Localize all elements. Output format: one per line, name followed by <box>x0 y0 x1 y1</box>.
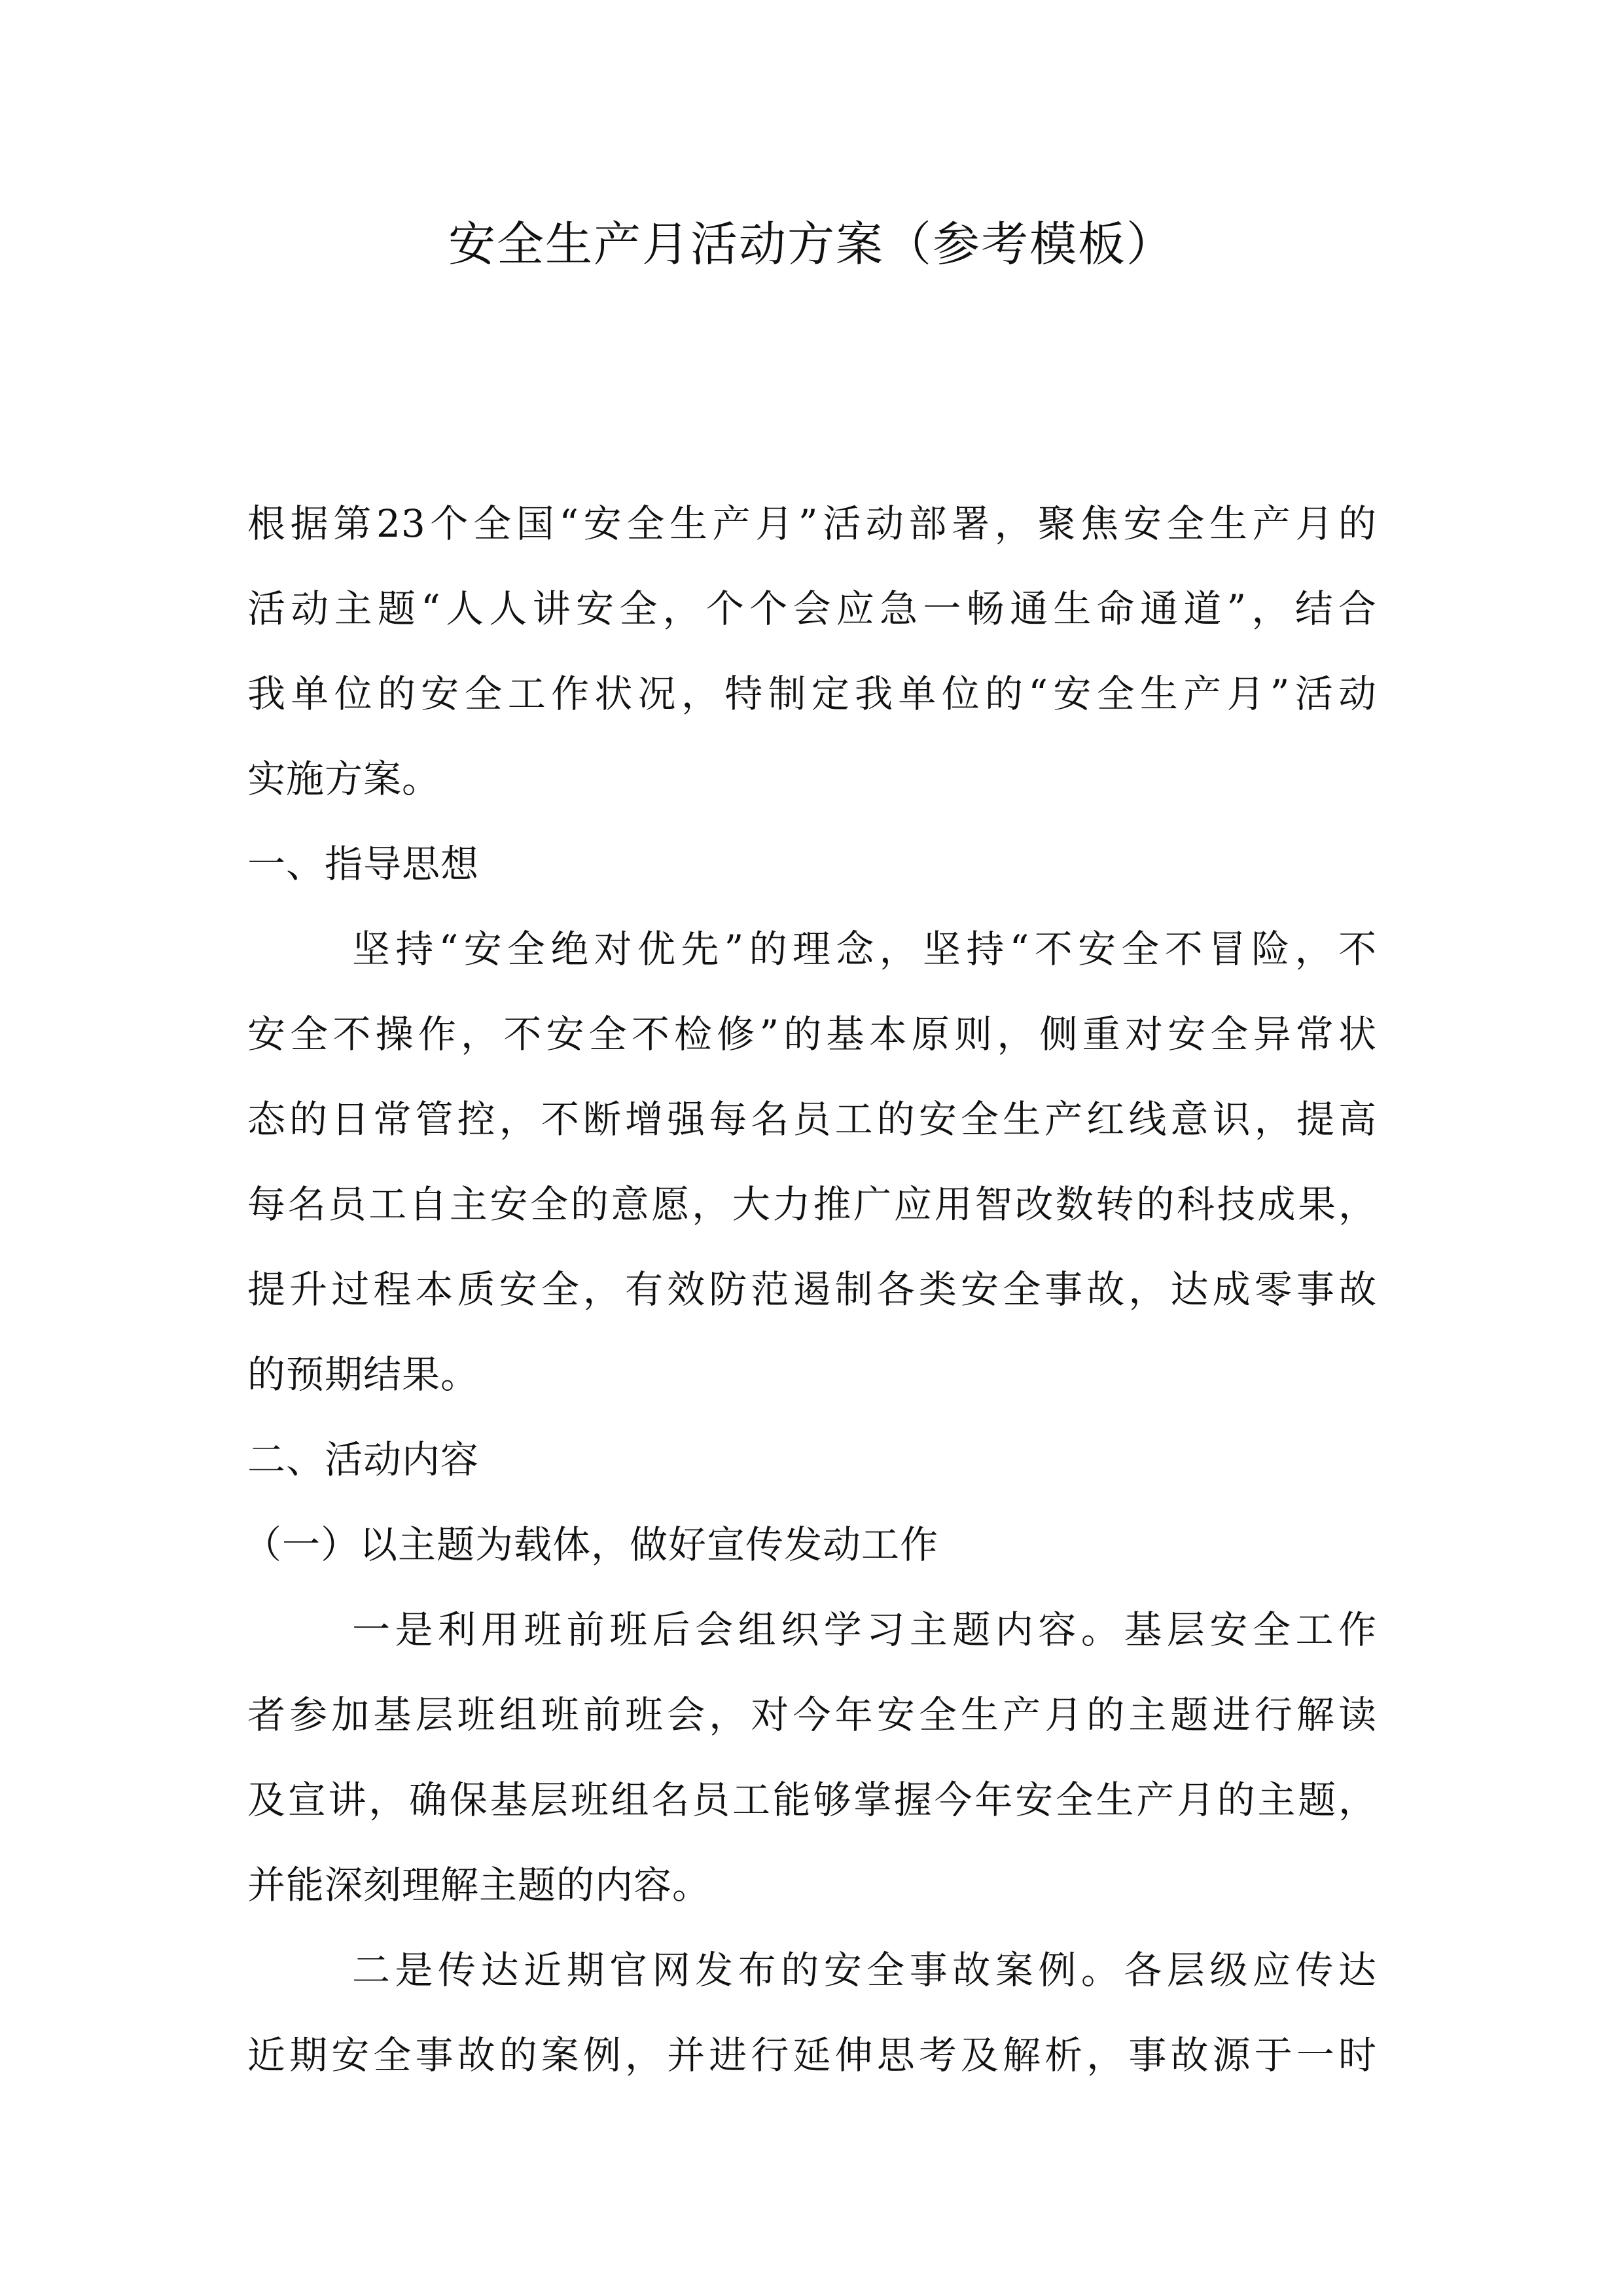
subsection-heading-1: （一）以主题为载体，做好宣传发动工作 <box>243 1522 939 1567</box>
paragraph-line-11: 一是利用班前班后会组织学习主题内容。基层安全工作 <box>352 1607 1377 1652</box>
paragraph-line-14: 并能深刻理解主题的内容。 <box>247 1863 711 1907</box>
paragraph-line-9: 提升过程本质安全，有效防范遏制各类安全事故，达成零事故 <box>247 1267 1377 1312</box>
paragraph-line-13: 及宣讲，确保基层班组名员工能够掌握今年安全生产月的主题， <box>247 1778 1377 1822</box>
paragraph-line-3: 我单位的安全工作状况，特制定我单位的“安全生产月”活动 <box>247 672 1377 716</box>
paragraph-line-15: 二是传达近期官网发布的安全事故案例。各层级应传达 <box>352 1948 1377 1992</box>
paragraph-line-8: 每名员工自主安全的意愿，大力推广应用智改数转的科技成果， <box>247 1182 1377 1227</box>
paragraph-line-5: 坚持“安全绝对优先”的理念，坚持“不安全不冒险，不 <box>352 927 1377 971</box>
document-title: 安全生产月活动方案（参考模板） <box>448 217 1175 272</box>
paragraph-line-6: 安全不操作，不安全不检修”的基本原则，侧重对安全异常状 <box>247 1012 1377 1056</box>
paragraph-line-12: 者参加基层班组班前班会，对今年安全生产月的主题进行解读 <box>247 1693 1377 1737</box>
paragraph-line-16: 近期安全事故的案例，并进行延伸思考及解析，事故源于一时 <box>247 2033 1377 2077</box>
paragraph-line-2: 活动主题“人人讲安全，个个会应急一畅通生命通道”，结合 <box>247 586 1377 631</box>
section-heading-2: 二、活动内容 <box>247 1437 480 1482</box>
paragraph-line-1: 根据第23个全国“安全生产月”活动部署，聚焦安全生产月的 <box>247 501 1377 546</box>
section-heading-1: 一、指导思想 <box>247 842 480 886</box>
paragraph-line-4: 实施方案。 <box>247 757 441 801</box>
paragraph-line-10: 的预期结果。 <box>247 1352 480 1397</box>
paragraph-line-7: 态的日常管控，不断增强每名员工的安全生产红线意识，提高 <box>247 1097 1377 1141</box>
